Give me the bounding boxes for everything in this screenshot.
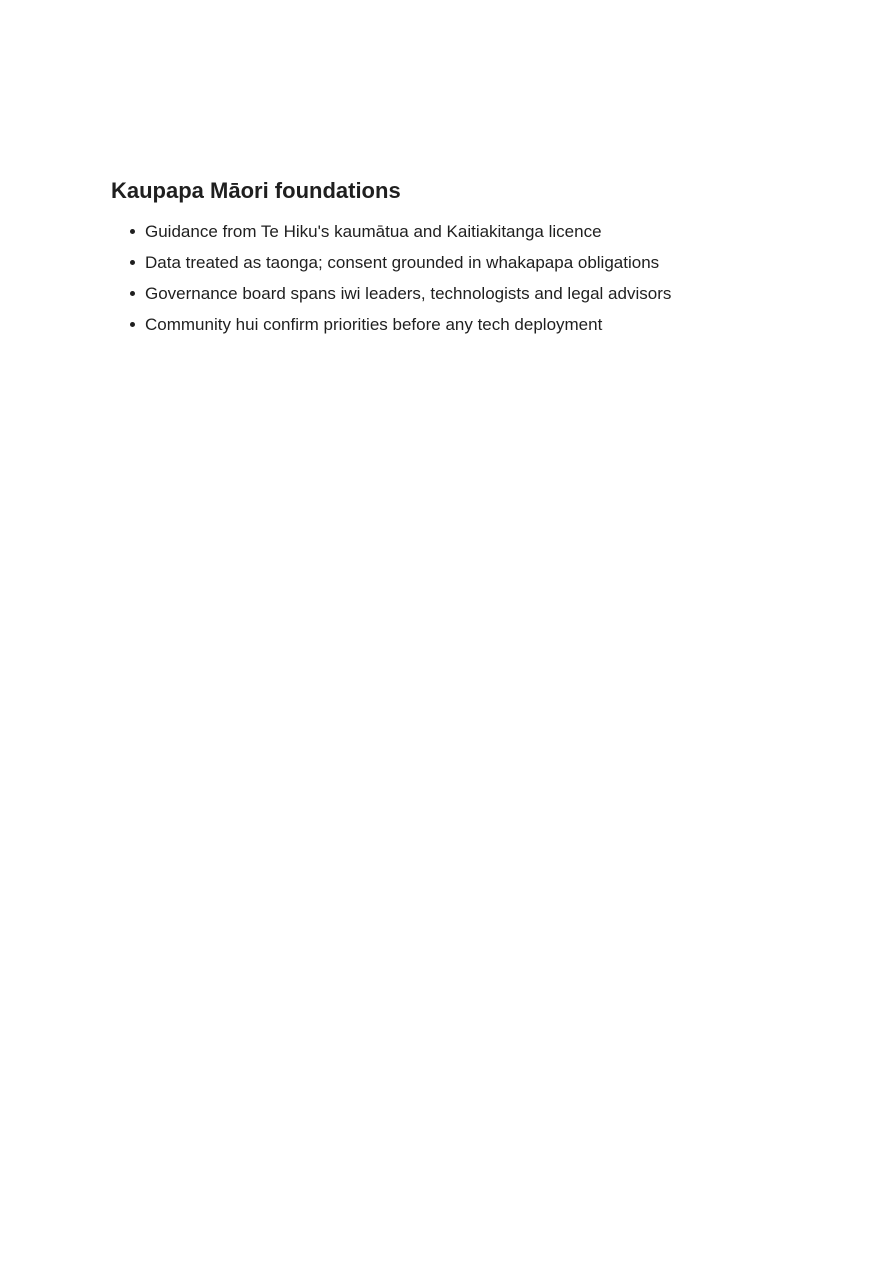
list-item-text: Guidance from Te Hiku's kaumātua and Kaitiakitanga licence [145, 222, 602, 241]
list-item [111, 216, 811, 247]
list-item-text: Community hui confirm priorities before any tech deployment [145, 315, 603, 334]
bullet-list [111, 216, 811, 340]
list-item [111, 247, 811, 278]
bullet-dot-icon [130, 322, 135, 327]
list-item-text: Data treated as taonga; consent grounded in whakapapa obligations [145, 253, 660, 272]
section-foundations [111, 176, 811, 340]
list-item-text: Governance board spans iwi leaders, technologists and legal advisors [145, 284, 672, 303]
list-item [111, 278, 811, 309]
bullet-dot-icon [130, 229, 135, 234]
bullet-dot-icon [130, 291, 135, 296]
list-item [111, 309, 811, 340]
section-heading: Kaupapa Māori foundations [111, 178, 401, 203]
bullet-dot-icon [130, 260, 135, 265]
